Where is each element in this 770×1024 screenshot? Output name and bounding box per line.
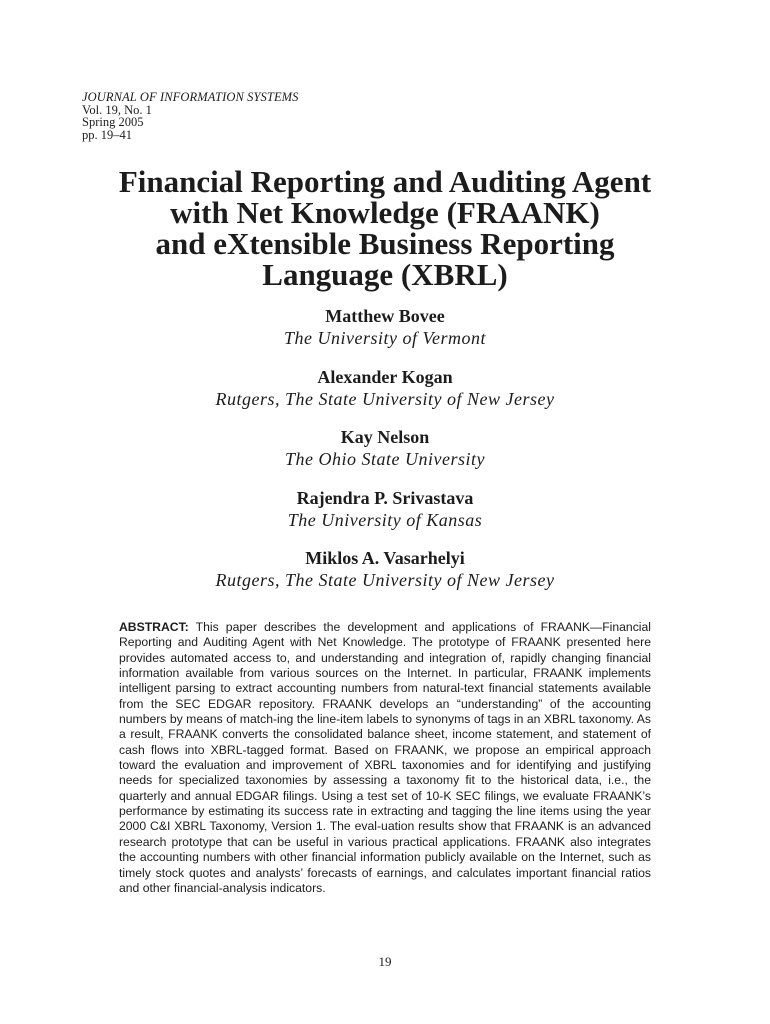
author-name: Miklos A. Vasarhelyi [305,548,465,568]
author-affiliation: Rutgers, The State University of New Jersey [215,388,555,409]
title-line: with Net Knowledge (FRAANK) [170,195,600,230]
journal-pages: pp. 19–41 [82,127,132,142]
author-affiliation: The University of Kansas [287,509,483,530]
title-line: and eXtensible Business Reporting [155,226,615,261]
author-affiliation: The Ohio State University [285,449,485,469]
title-line: Language (XBRL) [262,257,508,292]
author-name: Matthew Bovee [325,306,445,326]
author-block [40,488,730,549]
title-line: Financial Reporting and Auditing Agent [118,164,652,199]
author-name: Kay Nelson [340,427,430,447]
paper-title [40,166,730,290]
journal-season: Spring 2005 [82,115,144,129]
author-affiliation: Rutgers, The State University of New Jersey [215,570,555,590]
page-number: 19 [378,954,392,969]
author-block [40,306,730,367]
author-list [40,306,730,609]
author-affiliation: The University of Vermont [284,328,486,348]
abstract [119,620,651,896]
author-name: Alexander Kogan [317,366,453,387]
abstract-paragraph [119,620,651,896]
abstract-label: ABSTRACT: [119,620,189,634]
author-name: Rajendra P. Srivastava [296,487,474,508]
author-block [40,367,730,428]
journal-volume: Vol. 19, No. 1 [82,102,152,117]
author-block [40,548,730,609]
journal-header [82,91,299,141]
abstract-text: This paper describes the development and applications of FRAANK—Financial Reporting and Auditing Agent with Net Knowledge. The prototype of FRAANK presented here provides automated access to, and understanding and integration of, rapidly changing financial information available from various sources on the Internet. In particular, FRAANK implements intelligent parsing to extract accounting numbers from natural-text financial statements available from the SEC EDGAR repository. FRAANK develops an “understanding” of the accounting numbers by means of match-ing the line-item labels to synonyms of tags in an XBRL taxonomy. As a result, FRAANK converts the consolidated balance sheet, income statement, and statement of cash flows into XBRL-tagged format. Based on FRAANK, we propose an empirical approach toward the evaluation and improvement of XBRL taxonomies and for identifying and justifying needs for specialized taxonomies by assessing a taxonomy fit to the historical data, i.e., the quarterly and annual EDGAR filings. Using a test set of 10-K SEC filings, we evaluate FRAANK’s performance by estimating its success rate in extracting and tagging the line items using the year 2000 C&I XBRL Taxonomy, Version 1. The eval-uation results show that FRAANK is an advanced research prototype that can be useful in various practical applications. FRAANK also integrates the accounting numbers with other financial information publicly available on the Internet, such as timely stock quotes and analysts’ forecasts of earnings, and calculates important financial ratios and other financial-analysis indicators. [119,620,651,895]
journal-name: JOURNAL OF INFORMATION SYSTEMS [82,90,299,104]
author-block [40,427,730,488]
